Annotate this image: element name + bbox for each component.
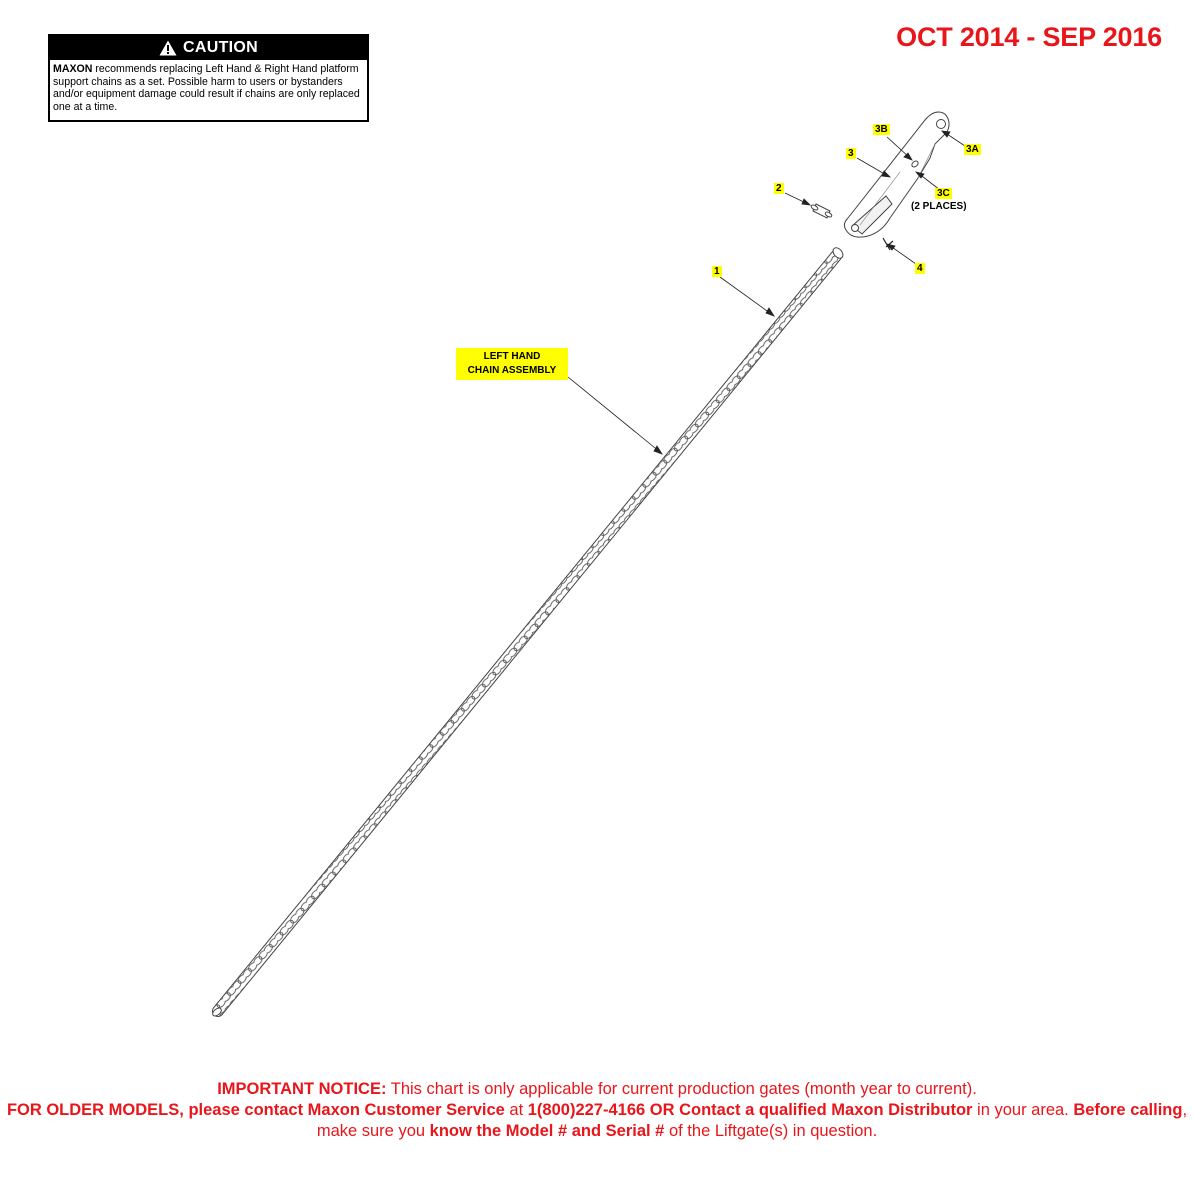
- note-2-places: (2 PLACES): [911, 201, 967, 212]
- notice-paragraph-2: [0, 1100, 1194, 1142]
- callout-2: 2: [776, 183, 782, 194]
- important-notice: [0, 1079, 1194, 1142]
- pin: [810, 204, 832, 218]
- assembly-label-line1: LEFT HAND: [483, 351, 541, 362]
- notice-text-make-sure: , make sure you: [316, 1101, 1188, 1140]
- date-range: OCT 2014 - SEP 2016: [896, 22, 1162, 52]
- notice-model-serial: know the Model # and Serial #: [429, 1122, 665, 1140]
- assembly-label: [456, 348, 568, 380]
- notice-heading: IMPORTANT NOTICE:: [217, 1080, 387, 1098]
- assembly-label-line2: CHAIN ASSEMBLY: [467, 365, 557, 376]
- notice-line-1: [0, 1079, 1194, 1100]
- callout-3b: 3B: [875, 124, 888, 135]
- callout-4: 4: [917, 263, 923, 274]
- callout-3c: 3C: [937, 188, 950, 199]
- notice-text-1: This chart is only applicable for current production gates (month year to current).: [386, 1080, 977, 1098]
- caution-brand: MAXON: [53, 63, 93, 75]
- chain-bracket: [844, 112, 949, 237]
- notice-older-models: FOR OLDER MODELS, please contact Maxon Customer Service: [6, 1101, 505, 1119]
- notice-text-end: of the Liftgate(s) in question.: [664, 1122, 878, 1140]
- caution-title: CAUTION: [183, 39, 258, 56]
- callout-3: 3: [848, 148, 854, 159]
- notice-before-calling: Before calling: [1073, 1101, 1183, 1119]
- notice-text-area: in your area.: [972, 1101, 1074, 1119]
- caution-message: recommends replacing Left Hand & Right Hand platform support chains as a set. Possible harm to users or bystanders and/or equipment damage could result if chains are only replaced one at a time.: [53, 63, 360, 113]
- notice-phone: 1(800)227-4166 OR Contact a qualified Maxon Distributor: [527, 1101, 973, 1119]
- callout-1: 1: [714, 266, 720, 277]
- callout-3a: 3A: [966, 144, 979, 155]
- notice-text-at: at: [504, 1101, 528, 1119]
